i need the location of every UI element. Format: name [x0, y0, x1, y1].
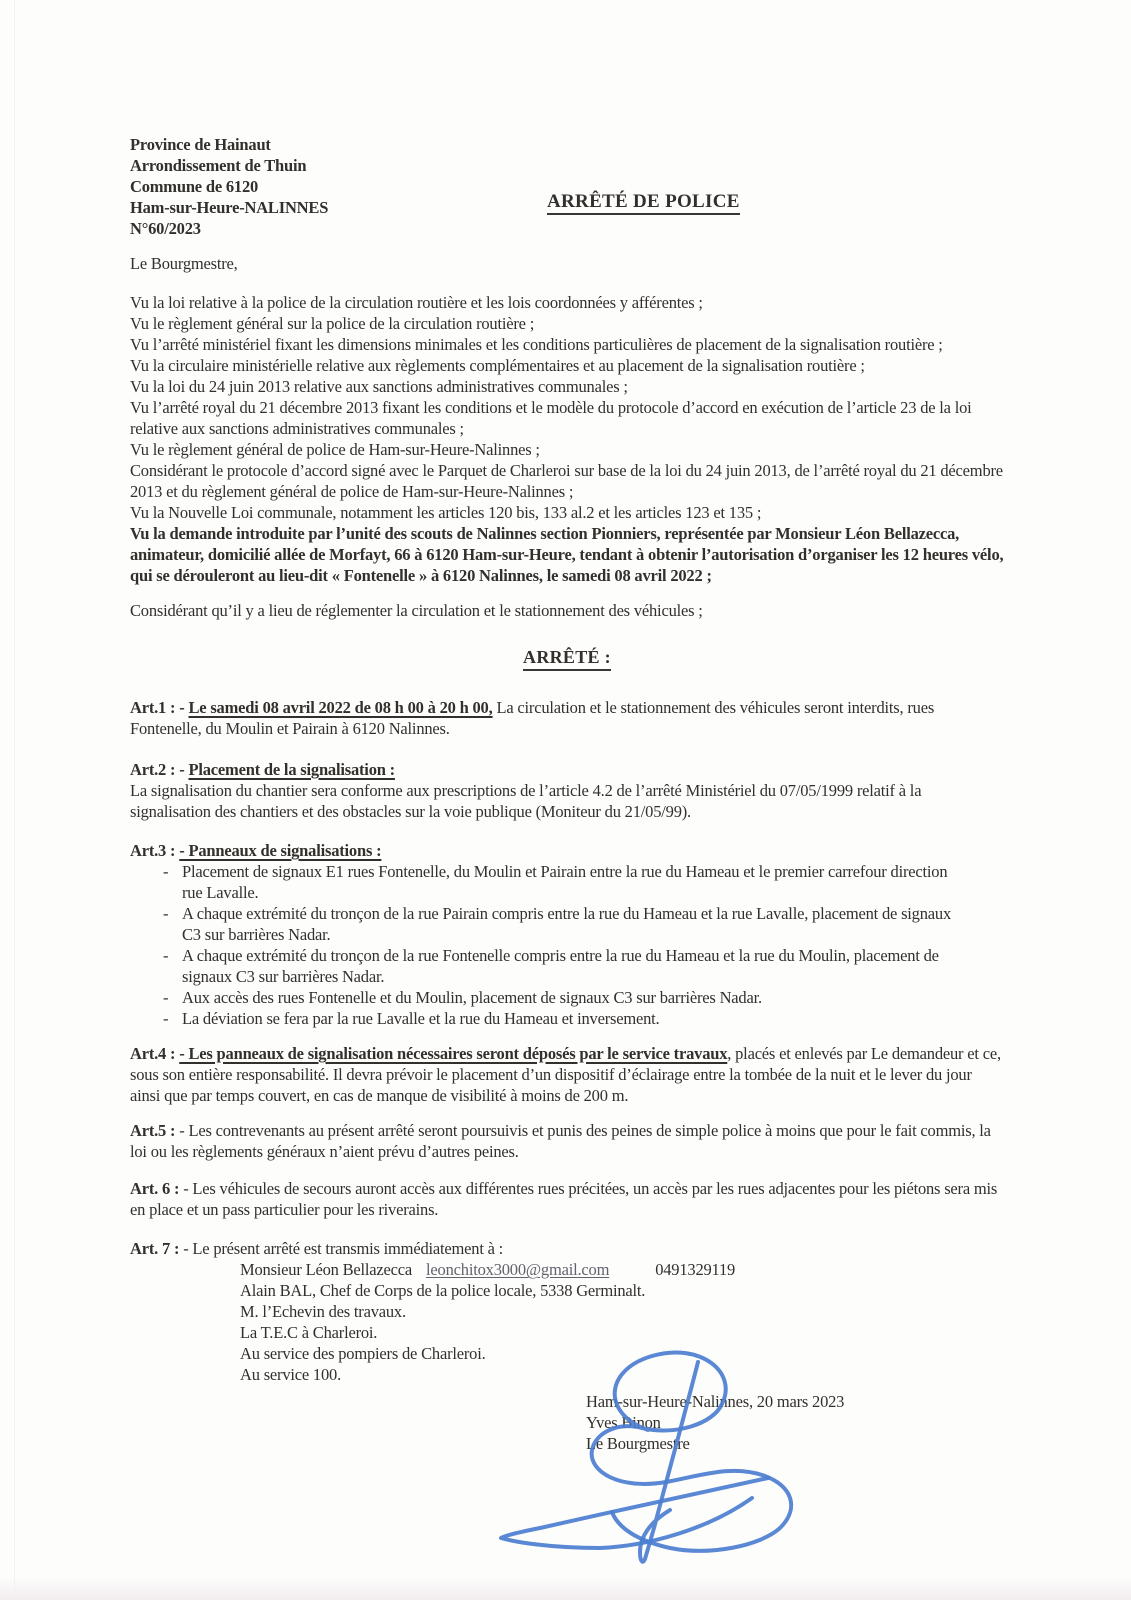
- preamble-paragraph: Vu la circulaire ministérielle relative aux règlements complémentaires et au placement de la signalisation routière ;: [130, 356, 865, 375]
- header-ref-number: N°60/2023: [130, 219, 201, 238]
- preamble-paragraph: Considérant le protocole d’accord signé avec le Parquet de Charleroi sur base de la loi du 24 juin 2013, de l’arrêté royal du 21 décembre 2013 et du règlement général de police de Ham-sur-Heure-Nalinnes ;: [130, 461, 1003, 501]
- article-1-label: Art.1 : -: [130, 698, 189, 717]
- considerant-paragraph: Considérant qu’il y a lieu de réglementer la circulation et le stationnement des véhicules ;: [130, 601, 703, 620]
- recipient-name: Monsieur Léon Bellazecca: [240, 1260, 413, 1279]
- bullet-item: [130, 1008, 1004, 1029]
- article-2-label: Art.2 : -: [130, 760, 189, 779]
- article-2-text: La signalisation du chantier sera conforme aux prescriptions de l’article 4.2 de l’arrêté Ministériel du 07/05/1999 relatif à la signalisation des chantiers et des obstacles sur la voie publique (Moniteur du 21/05/99).: [130, 781, 922, 821]
- bullet-dash: -: [163, 862, 169, 881]
- preamble-paragraph: Vu la loi relative à la police de la circulation routière et les lois coordonnées y afférentes ;: [130, 293, 703, 312]
- header-commune: Commune de 6120: [130, 177, 259, 196]
- bullet-dash: -: [163, 988, 169, 1007]
- recipient-email-link[interactable]: leonchitox3000@gmail.com: [426, 1260, 610, 1279]
- article-1-underlined: Le samedi 08 avril 2022 de 08 h 00 à 20 h 00,: [188, 698, 493, 717]
- header-block: [130, 134, 1004, 239]
- preamble-block: [130, 292, 1004, 586]
- bullet-dash: -: [163, 946, 169, 965]
- bullet-text: Aux accès des rues Fontenelle et du Moulin, placement de signaux C3 sur barrières Nadar.: [182, 988, 762, 1007]
- salutation: Le Bourgmestre,: [130, 254, 238, 273]
- recipient-item: La T.E.C à Charleroi.: [240, 1323, 378, 1342]
- recipient-item: M. l’Echevin des travaux.: [240, 1302, 406, 1321]
- recipient-phone: 0491329119: [655, 1260, 736, 1279]
- scan-edge-left: [14, 0, 15, 1600]
- bullet-text: A chaque extrémité du tronçon de la rue Pairain compris entre la rue du Hameau et la rue Lavalle, placement de signaux C3 sur barrières Nadar.: [182, 904, 951, 944]
- document-content: [130, 134, 1004, 1454]
- article-3-underlined: - Panneaux de signalisations :: [179, 841, 382, 860]
- article-7-text: - Le présent arrêté est transmis immédiatement à :: [183, 1239, 504, 1258]
- article-5: [130, 1120, 1004, 1162]
- recipient-item: Au service 100.: [240, 1365, 342, 1384]
- decree-heading: ARRÊTÉ :: [523, 647, 611, 671]
- header-commune-name: Ham-sur-Heure-NALINNES: [130, 198, 329, 217]
- bullet-item: [130, 903, 1004, 945]
- bullet-item: [130, 861, 1004, 903]
- article-2-underlined: Placement de la signalisation :: [188, 760, 395, 779]
- article-5-text: - Les contrevenants au présent arrêté seront poursuivis et punis des peines de simple police à moins que pour le fait commis, la loi ou les règlements généraux n’aient prévu d’autres peines.: [130, 1121, 991, 1161]
- preamble-paragraph: Vu le règlement général de police de Ham-sur-Heure-Nalinnes ;: [130, 440, 540, 459]
- article-6-label: Art. 6 :: [130, 1179, 184, 1198]
- bullet-text: La déviation se fera par la rue Lavalle et la rue du Hameau et inversement.: [182, 1009, 660, 1028]
- signature-block: [586, 1391, 1004, 1454]
- article-4-text: , placés et enlevés par Le demandeur et ce, sous son entière responsabilité. Il devra prévoir le placement d’un dispositif d’éclairage entre la tombée de la nuit et le lever du jour ainsi que par temps couvert, en cas de manque de visibilité à moins de 200 m.: [130, 1044, 1001, 1105]
- scan-edge-bottom: [0, 1578, 1131, 1600]
- article-4-label: Art.4 :: [130, 1044, 180, 1063]
- signature-signer-role: Le Bourgmestre: [586, 1434, 690, 1453]
- recipients-list: [130, 1259, 1004, 1385]
- signature-place-date: Ham-sur-Heure-Nalinnes, 20 mars 2023: [586, 1392, 845, 1411]
- header-arrondissement: Arrondissement de Thuin: [130, 156, 307, 175]
- bullet-item: [130, 945, 1004, 987]
- article-6-text: - Les véhicules de secours auront accès aux différentes rues précitées, un accès par les rues adjacentes pour les piétons sera mis en place et un pass particulier pour les riverains.: [130, 1179, 998, 1219]
- article-3: [130, 840, 1004, 1029]
- decree-heading-row: [130, 647, 1004, 671]
- preamble-paragraph: Vu la loi du 24 juin 2013 relative aux sanctions administratives communales ;: [130, 377, 628, 396]
- preamble-paragraph: Vu l’arrêté royal du 21 décembre 2013 fixant les conditions et le modèle du protocole d’accord en exécution de l’article 23 de la loi relative aux sanctions administratives communales ;: [130, 398, 972, 438]
- header-province: Province de Hainaut: [130, 135, 271, 154]
- bullet-dash: -: [163, 1009, 169, 1028]
- bullet-text: Placement de signaux E1 rues Fontenelle, du Moulin et Pairain entre la rue du Hameau et le premier carrefour direction rue Lavalle.: [182, 862, 948, 902]
- preamble-paragraph: Vu la Nouvelle Loi communale, notamment les articles 120 bis, 133 al.2 et les articles 123 et 135 ;: [130, 503, 762, 522]
- recipient-item-bellazecca: [240, 1259, 1004, 1280]
- signal-bullet-list: [130, 861, 1004, 1029]
- preamble-paragraph: Vu le règlement général sur la police de la circulation routière ;: [130, 314, 535, 333]
- bullet-text: A chaque extrémité du tronçon de la rue Fontenelle compris entre la rue du Hameau et la rue du Moulin, placement de signaux C3 sur barrières Nadar.: [182, 946, 939, 986]
- recipient-item: Alain BAL, Chef de Corps de la police locale, 5338 Germinalt.: [240, 1281, 646, 1300]
- article-1-text: La circulation et le stationnement des véhicules seront interdits, rues Fontenelle, du Moulin et Pairain à 6120 Nalinnes.: [130, 698, 935, 738]
- preamble-request-paragraph: Vu la demande introduite par l’unité des scouts de Nalinnes section Pionniers, représentée par Monsieur Léon Bellazecca, animateur, domicilié allée de Morfayt, 66 à 6120 Ham-sur-Heure, tendant à obtenir l’autorisation d’organiser les 12 heures vélo, qui se dérouleront au lieu-dit « Fontenelle » à 6120 Nalinnes, le samedi 08 avril 2022 ;: [130, 524, 1004, 585]
- article-6: [130, 1178, 1004, 1220]
- bullet-dash: -: [163, 904, 169, 923]
- article-7: [130, 1238, 1004, 1385]
- article-2: [130, 759, 1004, 822]
- page-title: ARRÊTÉ DE POLICE: [547, 191, 740, 215]
- signature-signer-name: Yves Binon: [586, 1413, 661, 1432]
- preamble-paragraph: Vu l’arrêté ministériel fixant les dimensions minimales et les conditions particulières de placement de la signalisation routière ;: [130, 335, 943, 354]
- recipient-item: Au service des pompiers de Charleroi.: [240, 1344, 486, 1363]
- bullet-item: [130, 987, 1004, 1008]
- article-7-label: Art. 7 :: [130, 1239, 184, 1258]
- article-3-label: Art.3 :: [130, 841, 180, 860]
- article-5-label: Art.5 :: [130, 1121, 180, 1140]
- article-1: [130, 697, 1004, 739]
- article-4: [130, 1043, 1004, 1106]
- article-4-underlined: - Les panneaux de signalisation nécessaires seront déposés par le service travaux: [179, 1044, 728, 1063]
